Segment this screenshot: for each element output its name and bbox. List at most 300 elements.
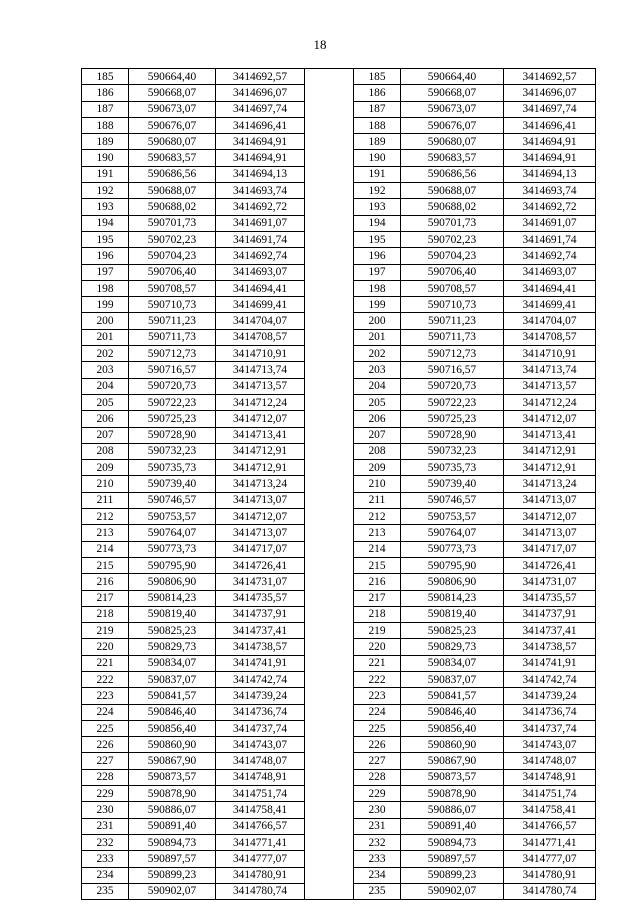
left-x-coordinate-cell: 590688,07 (129, 183, 216, 199)
right-y-coordinate-cell: 3414699,41 (504, 297, 596, 313)
right-point-number-cell: 192 (354, 183, 401, 199)
table-row (82, 623, 596, 639)
right-x-coordinate-cell: 590673,07 (401, 101, 504, 117)
right-y-coordinate-cell: 3414713,57 (504, 378, 596, 394)
left-y-coordinate-cell: 3414708,57 (216, 329, 305, 345)
right-y-coordinate-cell: 3414731,07 (504, 574, 596, 590)
right-point-number-cell: 196 (354, 248, 401, 264)
left-y-coordinate-cell: 3414699,41 (216, 297, 305, 313)
table-row (82, 476, 596, 492)
left-point-number-cell: 190 (82, 150, 129, 166)
right-x-coordinate-cell: 590664,40 (401, 69, 504, 85)
right-x-coordinate-cell: 590711,73 (401, 329, 504, 345)
table-row (82, 280, 596, 296)
right-point-number-cell: 234 (354, 867, 401, 883)
right-y-coordinate-cell: 3414697,74 (504, 101, 596, 117)
right-x-coordinate-cell: 590708,57 (401, 280, 504, 296)
left-x-coordinate-cell: 590732,23 (129, 443, 216, 459)
left-y-coordinate-cell: 3414693,07 (216, 264, 305, 280)
left-point-number-cell: 212 (82, 509, 129, 525)
right-y-coordinate-cell: 3414758,41 (504, 802, 596, 818)
column-gap (305, 199, 354, 215)
left-y-coordinate-cell: 3414771,41 (216, 834, 305, 850)
right-x-coordinate-cell: 590829,73 (401, 639, 504, 655)
left-x-coordinate-cell: 590867,90 (129, 753, 216, 769)
right-point-number-cell: 203 (354, 362, 401, 378)
right-x-coordinate-cell: 590753,57 (401, 509, 504, 525)
left-point-number-cell: 231 (82, 818, 129, 834)
left-point-number-cell: 193 (82, 199, 129, 215)
table-row (82, 737, 596, 753)
column-gap (305, 639, 354, 655)
left-y-coordinate-cell: 3414739,24 (216, 688, 305, 704)
right-point-number-cell: 193 (354, 199, 401, 215)
left-y-coordinate-cell: 3414738,57 (216, 639, 305, 655)
right-point-number-cell: 231 (354, 818, 401, 834)
right-point-number-cell: 211 (354, 492, 401, 508)
right-point-number-cell: 233 (354, 851, 401, 867)
left-y-coordinate-cell: 3414696,07 (216, 85, 305, 101)
table-row (82, 329, 596, 345)
right-y-coordinate-cell: 3414748,91 (504, 769, 596, 785)
column-gap (305, 606, 354, 622)
column-gap (305, 166, 354, 182)
left-x-coordinate-cell: 590725,23 (129, 411, 216, 427)
right-x-coordinate-cell: 590711,23 (401, 313, 504, 329)
left-point-number-cell: 208 (82, 443, 129, 459)
left-point-number-cell: 225 (82, 720, 129, 736)
column-gap (305, 215, 354, 231)
left-y-coordinate-cell: 3414712,07 (216, 411, 305, 427)
left-y-coordinate-cell: 3414691,07 (216, 215, 305, 231)
right-x-coordinate-cell: 590716,57 (401, 362, 504, 378)
right-point-number-cell: 198 (354, 280, 401, 296)
right-y-coordinate-cell: 3414696,41 (504, 117, 596, 133)
right-point-number-cell: 200 (354, 313, 401, 329)
right-y-coordinate-cell: 3414726,41 (504, 557, 596, 573)
column-gap (305, 101, 354, 117)
table-row (82, 69, 596, 85)
column-gap (305, 704, 354, 720)
left-point-number-cell: 223 (82, 688, 129, 704)
left-y-coordinate-cell: 3414731,07 (216, 574, 305, 590)
column-gap (305, 427, 354, 443)
left-x-coordinate-cell: 590712,73 (129, 346, 216, 362)
left-x-coordinate-cell: 590899,23 (129, 867, 216, 883)
right-point-number-cell: 230 (354, 802, 401, 818)
right-x-coordinate-cell: 590841,57 (401, 688, 504, 704)
right-x-coordinate-cell: 590819,40 (401, 606, 504, 622)
right-y-coordinate-cell: 3414743,07 (504, 737, 596, 753)
right-y-coordinate-cell: 3414694,13 (504, 166, 596, 182)
table-row (82, 525, 596, 541)
column-gap (305, 834, 354, 850)
right-point-number-cell: 210 (354, 476, 401, 492)
right-x-coordinate-cell: 590846,40 (401, 704, 504, 720)
left-y-coordinate-cell: 3414692,74 (216, 248, 305, 264)
right-y-coordinate-cell: 3414780,91 (504, 867, 596, 883)
right-point-number-cell: 232 (354, 834, 401, 850)
left-point-number-cell: 226 (82, 737, 129, 753)
left-x-coordinate-cell: 590664,40 (129, 69, 216, 85)
column-gap (305, 69, 354, 85)
right-x-coordinate-cell: 590764,07 (401, 525, 504, 541)
right-y-coordinate-cell: 3414713,41 (504, 427, 596, 443)
column-gap (305, 329, 354, 345)
table-row (82, 655, 596, 671)
left-x-coordinate-cell: 590878,90 (129, 786, 216, 802)
left-x-coordinate-cell: 590795,90 (129, 557, 216, 573)
right-x-coordinate-cell: 590897,57 (401, 851, 504, 867)
right-point-number-cell: 204 (354, 378, 401, 394)
left-point-number-cell: 219 (82, 623, 129, 639)
right-y-coordinate-cell: 3414696,07 (504, 85, 596, 101)
left-y-coordinate-cell: 3414694,91 (216, 150, 305, 166)
left-point-number-cell: 198 (82, 280, 129, 296)
table-row (82, 215, 596, 231)
right-x-coordinate-cell: 590746,57 (401, 492, 504, 508)
right-y-coordinate-cell: 3414717,07 (504, 541, 596, 557)
left-point-number-cell: 206 (82, 411, 129, 427)
right-x-coordinate-cell: 590702,23 (401, 231, 504, 247)
left-x-coordinate-cell: 590860,90 (129, 737, 216, 753)
right-x-coordinate-cell: 590894,73 (401, 834, 504, 850)
table-row (82, 509, 596, 525)
right-point-number-cell: 216 (354, 574, 401, 590)
right-x-coordinate-cell: 590725,23 (401, 411, 504, 427)
column-gap (305, 297, 354, 313)
left-point-number-cell: 218 (82, 606, 129, 622)
left-point-number-cell: 187 (82, 101, 129, 117)
right-point-number-cell: 205 (354, 394, 401, 410)
left-x-coordinate-cell: 590894,73 (129, 834, 216, 850)
table-row (82, 460, 596, 476)
right-point-number-cell: 212 (354, 509, 401, 525)
coordinates-table-body (82, 69, 596, 900)
left-y-coordinate-cell: 3414694,91 (216, 134, 305, 150)
right-x-coordinate-cell: 590704,23 (401, 248, 504, 264)
left-y-coordinate-cell: 3414710,91 (216, 346, 305, 362)
right-y-coordinate-cell: 3414737,41 (504, 623, 596, 639)
left-point-number-cell: 200 (82, 313, 129, 329)
left-point-number-cell: 220 (82, 639, 129, 655)
page-number: 18 (313, 37, 327, 52)
left-point-number-cell: 233 (82, 851, 129, 867)
left-y-coordinate-cell: 3414741,91 (216, 655, 305, 671)
left-y-coordinate-cell: 3414736,74 (216, 704, 305, 720)
table-row (82, 769, 596, 785)
left-y-coordinate-cell: 3414717,07 (216, 541, 305, 557)
left-point-number-cell: 213 (82, 525, 129, 541)
right-y-coordinate-cell: 3414692,74 (504, 248, 596, 264)
left-x-coordinate-cell: 590773,73 (129, 541, 216, 557)
column-gap (305, 802, 354, 818)
right-x-coordinate-cell: 590732,23 (401, 443, 504, 459)
left-point-number-cell: 197 (82, 264, 129, 280)
left-y-coordinate-cell: 3414713,57 (216, 378, 305, 394)
table-row (82, 818, 596, 834)
right-x-coordinate-cell: 590867,90 (401, 753, 504, 769)
right-x-coordinate-cell: 590834,07 (401, 655, 504, 671)
left-x-coordinate-cell: 590680,07 (129, 134, 216, 150)
right-point-number-cell: 194 (354, 215, 401, 231)
left-x-coordinate-cell: 590873,57 (129, 769, 216, 785)
right-point-number-cell: 186 (354, 85, 401, 101)
right-point-number-cell: 223 (354, 688, 401, 704)
left-point-number-cell: 230 (82, 802, 129, 818)
right-y-coordinate-cell: 3414693,07 (504, 264, 596, 280)
column-gap (305, 117, 354, 133)
left-point-number-cell: 194 (82, 215, 129, 231)
left-y-coordinate-cell: 3414743,07 (216, 737, 305, 753)
left-y-coordinate-cell: 3414691,74 (216, 231, 305, 247)
table-row (82, 606, 596, 622)
column-gap (305, 134, 354, 150)
table-row (82, 851, 596, 867)
right-point-number-cell: 226 (354, 737, 401, 753)
left-x-coordinate-cell: 590673,07 (129, 101, 216, 117)
left-y-coordinate-cell: 3414780,74 (216, 883, 305, 899)
left-point-number-cell: 204 (82, 378, 129, 394)
right-y-coordinate-cell: 3414692,72 (504, 199, 596, 215)
left-x-coordinate-cell: 590676,07 (129, 117, 216, 133)
column-gap (305, 720, 354, 736)
left-point-number-cell: 210 (82, 476, 129, 492)
right-point-number-cell: 214 (354, 541, 401, 557)
right-point-number-cell: 219 (354, 623, 401, 639)
table-row (82, 883, 596, 899)
left-point-number-cell: 201 (82, 329, 129, 345)
column-gap (305, 851, 354, 867)
left-y-coordinate-cell: 3414737,41 (216, 623, 305, 639)
left-x-coordinate-cell: 590806,90 (129, 574, 216, 590)
left-y-coordinate-cell: 3414713,07 (216, 492, 305, 508)
left-point-number-cell: 232 (82, 834, 129, 850)
left-point-number-cell: 196 (82, 248, 129, 264)
table-row (82, 297, 596, 313)
left-y-coordinate-cell: 3414713,07 (216, 525, 305, 541)
left-point-number-cell: 234 (82, 867, 129, 883)
table-row (82, 720, 596, 736)
table-row (82, 671, 596, 687)
column-gap (305, 753, 354, 769)
column-gap (305, 590, 354, 606)
column-gap (305, 574, 354, 590)
left-x-coordinate-cell: 590739,40 (129, 476, 216, 492)
right-y-coordinate-cell: 3414735,57 (504, 590, 596, 606)
left-y-coordinate-cell: 3414696,41 (216, 117, 305, 133)
left-x-coordinate-cell: 590753,57 (129, 509, 216, 525)
left-point-number-cell: 203 (82, 362, 129, 378)
table-row (82, 85, 596, 101)
table-row (82, 101, 596, 117)
left-point-number-cell: 215 (82, 557, 129, 573)
right-point-number-cell: 217 (354, 590, 401, 606)
right-point-number-cell: 213 (354, 525, 401, 541)
table-row (82, 378, 596, 394)
right-x-coordinate-cell: 590878,90 (401, 786, 504, 802)
right-x-coordinate-cell: 590686,56 (401, 166, 504, 182)
right-x-coordinate-cell: 590795,90 (401, 557, 504, 573)
left-y-coordinate-cell: 3414766,57 (216, 818, 305, 834)
table-row (82, 688, 596, 704)
column-gap (305, 476, 354, 492)
left-point-number-cell: 235 (82, 883, 129, 899)
right-x-coordinate-cell: 590886,07 (401, 802, 504, 818)
left-x-coordinate-cell: 590829,73 (129, 639, 216, 655)
right-x-coordinate-cell: 590891,40 (401, 818, 504, 834)
left-point-number-cell: 185 (82, 69, 129, 85)
right-x-coordinate-cell: 590860,90 (401, 737, 504, 753)
right-point-number-cell: 215 (354, 557, 401, 573)
right-y-coordinate-cell: 3414780,74 (504, 883, 596, 899)
table-row (82, 802, 596, 818)
right-y-coordinate-cell: 3414691,07 (504, 215, 596, 231)
table-row (82, 753, 596, 769)
right-x-coordinate-cell: 590722,23 (401, 394, 504, 410)
column-gap (305, 492, 354, 508)
right-point-number-cell: 189 (354, 134, 401, 150)
left-point-number-cell: 199 (82, 297, 129, 313)
left-y-coordinate-cell: 3414748,91 (216, 769, 305, 785)
table-row (82, 574, 596, 590)
left-x-coordinate-cell: 590704,23 (129, 248, 216, 264)
column-gap (305, 85, 354, 101)
right-point-number-cell: 206 (354, 411, 401, 427)
left-point-number-cell: 188 (82, 117, 129, 133)
right-x-coordinate-cell: 590701,73 (401, 215, 504, 231)
right-x-coordinate-cell: 590680,07 (401, 134, 504, 150)
table-row (82, 492, 596, 508)
left-y-coordinate-cell: 3414693,74 (216, 183, 305, 199)
right-y-coordinate-cell: 3414771,41 (504, 834, 596, 850)
column-gap (305, 509, 354, 525)
left-x-coordinate-cell: 590711,73 (129, 329, 216, 345)
left-x-coordinate-cell: 590668,07 (129, 85, 216, 101)
right-point-number-cell: 188 (354, 117, 401, 133)
left-y-coordinate-cell: 3414777,07 (216, 851, 305, 867)
column-gap (305, 786, 354, 802)
right-point-number-cell: 224 (354, 704, 401, 720)
left-y-coordinate-cell: 3414694,41 (216, 280, 305, 296)
column-gap (305, 769, 354, 785)
right-y-coordinate-cell: 3414710,91 (504, 346, 596, 362)
table-row (82, 313, 596, 329)
left-x-coordinate-cell: 590846,40 (129, 704, 216, 720)
column-gap (305, 688, 354, 704)
table-row (82, 639, 596, 655)
left-y-coordinate-cell: 3414713,74 (216, 362, 305, 378)
column-gap (305, 655, 354, 671)
left-x-coordinate-cell: 590764,07 (129, 525, 216, 541)
table-row (82, 834, 596, 850)
right-y-coordinate-cell: 3414777,07 (504, 851, 596, 867)
right-point-number-cell: 218 (354, 606, 401, 622)
column-gap (305, 280, 354, 296)
right-point-number-cell: 228 (354, 769, 401, 785)
column-gap (305, 394, 354, 410)
right-y-coordinate-cell: 3414736,74 (504, 704, 596, 720)
left-x-coordinate-cell: 590683,57 (129, 150, 216, 166)
left-point-number-cell: 224 (82, 704, 129, 720)
table-row (82, 362, 596, 378)
right-point-number-cell: 199 (354, 297, 401, 313)
column-gap (305, 557, 354, 573)
left-point-number-cell: 192 (82, 183, 129, 199)
column-gap (305, 443, 354, 459)
right-point-number-cell: 197 (354, 264, 401, 280)
right-x-coordinate-cell: 590728,90 (401, 427, 504, 443)
table-row (82, 443, 596, 459)
left-point-number-cell: 214 (82, 541, 129, 557)
right-y-coordinate-cell: 3414713,74 (504, 362, 596, 378)
right-x-coordinate-cell: 590856,40 (401, 720, 504, 736)
right-y-coordinate-cell: 3414712,91 (504, 443, 596, 459)
table-row (82, 867, 596, 883)
left-point-number-cell: 207 (82, 427, 129, 443)
left-y-coordinate-cell: 3414692,72 (216, 199, 305, 215)
column-gap (305, 231, 354, 247)
right-y-coordinate-cell: 3414693,74 (504, 183, 596, 199)
coordinates-table (81, 68, 596, 900)
right-y-coordinate-cell: 3414692,57 (504, 69, 596, 85)
left-x-coordinate-cell: 590708,57 (129, 280, 216, 296)
right-point-number-cell: 201 (354, 329, 401, 345)
left-x-coordinate-cell: 590825,23 (129, 623, 216, 639)
right-x-coordinate-cell: 590902,07 (401, 883, 504, 899)
left-y-coordinate-cell: 3414713,24 (216, 476, 305, 492)
left-x-coordinate-cell: 590710,73 (129, 297, 216, 313)
left-x-coordinate-cell: 590891,40 (129, 818, 216, 834)
right-y-coordinate-cell: 3414712,07 (504, 509, 596, 525)
column-gap (305, 411, 354, 427)
left-x-coordinate-cell: 590834,07 (129, 655, 216, 671)
left-x-coordinate-cell: 590902,07 (129, 883, 216, 899)
right-point-number-cell: 208 (354, 443, 401, 459)
table-row (82, 590, 596, 606)
right-point-number-cell: 221 (354, 655, 401, 671)
right-x-coordinate-cell: 590712,73 (401, 346, 504, 362)
left-x-coordinate-cell: 590688,02 (129, 199, 216, 215)
column-gap (305, 183, 354, 199)
table-row (82, 557, 596, 573)
right-y-coordinate-cell: 3414712,07 (504, 411, 596, 427)
left-point-number-cell: 228 (82, 769, 129, 785)
left-x-coordinate-cell: 590711,23 (129, 313, 216, 329)
right-x-coordinate-cell: 590739,40 (401, 476, 504, 492)
left-point-number-cell: 191 (82, 166, 129, 182)
right-y-coordinate-cell: 3414712,91 (504, 460, 596, 476)
column-gap (305, 264, 354, 280)
left-x-coordinate-cell: 590841,57 (129, 688, 216, 704)
left-y-coordinate-cell: 3414704,07 (216, 313, 305, 329)
right-x-coordinate-cell: 590688,02 (401, 199, 504, 215)
left-point-number-cell: 229 (82, 786, 129, 802)
left-y-coordinate-cell: 3414735,57 (216, 590, 305, 606)
column-gap (305, 460, 354, 476)
left-point-number-cell: 186 (82, 85, 129, 101)
left-x-coordinate-cell: 590720,73 (129, 378, 216, 394)
left-y-coordinate-cell: 3414737,91 (216, 606, 305, 622)
left-x-coordinate-cell: 590819,40 (129, 606, 216, 622)
column-gap (305, 737, 354, 753)
left-x-coordinate-cell: 590897,57 (129, 851, 216, 867)
right-point-number-cell: 202 (354, 346, 401, 362)
right-point-number-cell: 220 (354, 639, 401, 655)
right-point-number-cell: 235 (354, 883, 401, 899)
left-point-number-cell: 205 (82, 394, 129, 410)
left-point-number-cell: 216 (82, 574, 129, 590)
